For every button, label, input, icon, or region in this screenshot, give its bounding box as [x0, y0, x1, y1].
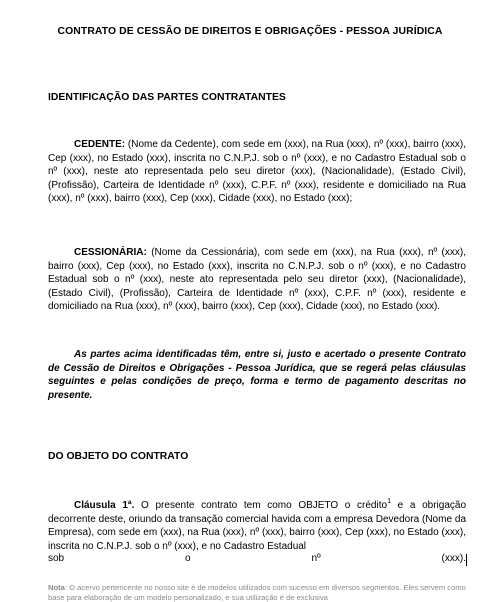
- cessionaria-label: CESSIONÁRIA:: [74, 247, 147, 258]
- clause-1-text-b: e a obrigação decorrente deste, oriundo da transação comercial havida com a empresa Devedora (Nome da Empresa), com sede em (xxx), na Rua (xxx), nº (xxx), bairro (xxx), Cep (xxx), no Estado (xxx), inscrita no C.N.P.J. sob o nº (xxx), e no Cadastro Estadual: [48, 500, 467, 552]
- clause-1-label: Cláusula 1ª.: [74, 500, 135, 511]
- clause-1-word: (xxx).: [441, 553, 466, 564]
- clause-1-word: nº: [311, 553, 321, 564]
- paragraph-agreement: As partes acima identificadas têm, entre si, justo e acertado o presente Contrato de Cessão de Direitos e Obrigações - Pessoa Jurídica, que se regerá pelas cláusulas seguintes e pelas condições de preço, forma e termo de pagamento descritas no presente.: [48, 349, 466, 401]
- footer-note: [48, 583, 478, 602]
- note-label: Nota: [48, 583, 65, 592]
- paragraph-cedente: [48, 138, 466, 206]
- clause-1-text-a: O presente contrato tem como OBJETO o crédito: [134, 500, 388, 511]
- note-text: : O acervo pertencente no nosso site é de modelos utilizados com sucesso em diversos segmentos. Eles servem como base para elaboração de um modelo personalizado, e sua utilização é de exclusiva: [48, 583, 466, 602]
- footnote-marker[interactable]: 1: [387, 497, 391, 505]
- section-heading-object: DO OBJETO DO CONTRATO: [48, 451, 189, 462]
- clause-1-word: sob: [48, 553, 65, 564]
- paragraph-cessionaria: [48, 246, 466, 314]
- text-cursor: [466, 554, 467, 566]
- cessionaria-text: (Nome da Cessionária), com sede em (xxx), na Rua (xxx), nº (xxx), bairro (xxx), Cep (xxx), no Estado (xxx), inscrita no C.N.P.J. sob o nº (xxx), e no Cadastro Estadual sob o nº (xxx), neste ato representada pelo seu diretor (xxx), (Nacionalidade), (Estado Civil), (Profissão), Carteira de Identidade nº (xxx), C.P.F. nº (xxx), residente e domiciliado na Rua (xxx), nº (xxx), bairro (xxx), Cep (xxx), Cidade (xxx), no Estado (xxx).: [48, 247, 466, 313]
- cedente-text: (Nome da Cedente), com sede em (xxx), na Rua (xxx), nº (xxx), bairro (xxx), Cep (xxx), no Estado (xxx), inscrita no C.N.P.J. sob o nº (xxx), e no Cadastro Estadual sob o nº (xxx), neste ato representada pelo seu diretor (xxx), (Nacionalidade), (Estado Civil), (Profissão), Carteira de Identidade nº (xxx), C.P.F. nº (xxx), residente e domiciliado na Rua (xxx), nº (xxx), bairro (xxx), Cep (xxx), Cidade (xxx), no Estado (xxx);: [48, 139, 466, 205]
- clause-1-word: o: [185, 553, 191, 564]
- document-title: CONTRATO DE CESSÃO DE DIREITOS E OBRIGAÇÕES - PESSOA JURÍDICA: [57, 26, 443, 37]
- clause-1-last-line: [48, 553, 466, 564]
- cedente-label: CEDENTE:: [74, 139, 126, 150]
- section-heading-parties: IDENTIFICAÇÃO DAS PARTES CONTRATANTES: [48, 92, 286, 103]
- paragraph-clause-1: [48, 499, 466, 553]
